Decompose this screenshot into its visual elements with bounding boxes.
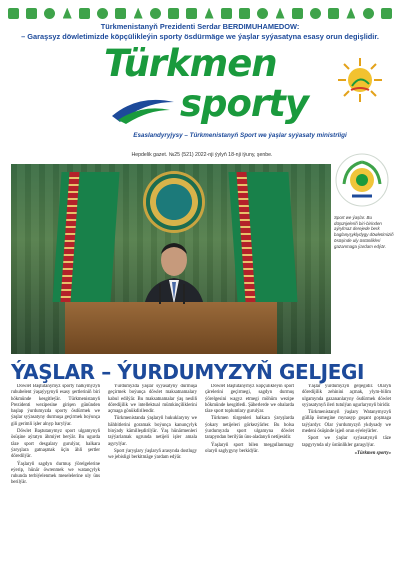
sport-pictogram-icon xyxy=(205,8,214,19)
side-caption: Sport we ýaşlar. Bu düşünjeleriň biri-birinden aýrylmaz derejede berk baglanyşyklydygy döwletimiziň ösüşinde uly üstünlikleri gazanmaga ýardam edýär. xyxy=(334,215,394,249)
masthead-title-word-1: Türkmen xyxy=(104,42,277,85)
quote-line-1: Türkmenistanyň Prezidenti Serdar BERDIMUHAMEDOW: xyxy=(100,22,300,31)
sport-pictogram-icon xyxy=(257,8,268,19)
microphone-icon xyxy=(159,284,161,304)
paragraph: Döwlet Baştutanymyz sporty halkymyzyň ruhubelent ýaşaýyşynyň esasy şertleriniň biri hökmünde kesgitleýär. Türkmenistanyň Prezidenti wezipesine girişen gününden başlap ýurdumyzda sporty ösdürmek we ýaşlar syýasatyny durmuşa geçirmek boýunça giň gerimli işler alnyp barylýar. xyxy=(11,384,100,427)
sun-emblem-icon xyxy=(336,56,384,104)
sport-pictogram-icon xyxy=(328,8,339,19)
sport-pictogram-icon xyxy=(276,8,285,19)
article-body xyxy=(11,384,391,554)
paragraph: Türkmen türgenleri halkara ýaryşlarda ýokary netijeleri görkezýärler. Bu bolsa ýurdumyzda sport ulgamyna döwlet tarapyndan berilýän üns-aladanyň netijesidir. xyxy=(205,416,294,441)
desk xyxy=(65,302,277,354)
left-flag-icon xyxy=(52,172,119,302)
sport-pictogram-icon xyxy=(363,8,374,19)
paragraph: Türkmenistanyň ýaşlary Watanymyzyň gülläp ösmegine mynasyp goşant goşmaga taýýardyr. Olar ýurdumyzyň ykdysady we medeni ösüşinde işjeň orun eýeleýärler. xyxy=(302,410,391,435)
right-flag-icon xyxy=(228,172,297,302)
article-column-3 xyxy=(205,384,294,554)
paragraph: Ýurdumyzda ýaşlar syýasatyny durmuşa geçirmek boýunça döwlet maksatnamalary kabul edilýär. Bu maksatnamalar ýaş nesliň döredijilik we intellektual mümkinçiliklerini açmaga gönükdirilendir. xyxy=(108,384,197,415)
sport-pictogram-icon xyxy=(150,8,161,19)
sport-pictogram-icon xyxy=(97,8,108,19)
sport-pictogram-icon xyxy=(292,8,303,19)
sport-pictogram-icon xyxy=(115,8,126,19)
sport-pictogram-icon xyxy=(168,8,179,19)
quote-line-2: – Garaşsyz döwletimizde köpçülikleýin sporty ösdürmäge we ýaşlar syýasatyna esasy orun degişlidir. xyxy=(21,31,379,41)
state-emblem-icon xyxy=(146,174,202,230)
paragraph: Sport ýaryşlary ýaşlaryň arasynda dostlugy we jebisligi berkitmäge ýardam edýär. xyxy=(108,448,197,461)
paragraph: Sport we ýaşlar syýasatynyň täze tapgyrynda uly üstünlikler garaşylýar. xyxy=(302,436,391,448)
article-column-2 xyxy=(108,384,197,554)
paragraph: Döwlet Baştutanymyz köpçülikleýin sport çärelerini geçirmegi, sagdyn durmuş ýörelgesini wagyz etmegi möhüm wezipe hökmünde kesgitledi. Şäherlerde we obalarda täze sport toplumlary gurulýar. xyxy=(205,384,294,415)
sport-pictogram-icon xyxy=(134,8,143,19)
paragraph: Döwlet Baştutanymyz sport ulgamynyň ösüşine aýratyn ähmiýet berýär. Bu ugurda täze sport desgalary gurulýar, halkara ýaryşlara gatnaşmak üçin ähli şertler döredilýär. xyxy=(11,429,100,460)
sport-pictogram-icon xyxy=(26,8,37,19)
article-headline: ÝAŞLAR – ÝURDUMYZYŇ GELJEGI xyxy=(11,360,365,384)
masthead-title-word-2: sporty xyxy=(180,82,308,125)
paragraph: Türkmenistanda ýaşlaryň hukuklaryny we bähbitlerini goramak boýunça kanunçylyk binýady kämilleşdirilýär. Ýaş hünärmenleri taýýarlamak ugrunda netijeli işler amala aşyrylýar. xyxy=(108,416,197,447)
issue-line: Hepdelik gazet. №25 (521) 2022-nji ýylyň 18-nji iýuny, şenbe. xyxy=(131,152,273,158)
paragraph: Ýaşlar ýurdumyzyň geljegidir. Olaryň döredijilik zehinini açmak, ylym-bilim ulgamynda gazananlaryny ösdürmek döwlet syýasatynyň ileri tutulýan ugurlarynyň biridir. xyxy=(302,384,391,408)
paragraph: Ýaşlaryň sport bilen meşgullanmagy olaryň saglygyny berkidýär. xyxy=(205,442,294,454)
sport-pictogram-icon xyxy=(79,8,90,19)
microphone-icon xyxy=(183,284,185,304)
masthead-subtitle xyxy=(108,132,372,140)
president-photo xyxy=(11,164,331,354)
paragraph: Ýaşlaryň sagdyn durmuş ýörelgelerine eýerip, hünär öwrenmek we watançylyk ruhunda terbiýelenmek meselelerine uly üns berilýär. xyxy=(11,461,100,486)
sport-pictogram-icon xyxy=(310,8,321,19)
sport-pictogram-icon xyxy=(8,8,19,19)
article-column-1 xyxy=(11,384,100,554)
sport-pictogram-icon xyxy=(221,8,232,19)
founder-line: Esaslandyryjysy – Türkmenistanyň Sport we ýaşlar syýasaty ministrligi xyxy=(133,132,347,139)
sport-pictogram-icon xyxy=(186,8,197,19)
presidential-quote xyxy=(0,22,400,41)
sport-pictogram-icon xyxy=(63,8,72,19)
sport-pictogram-icon xyxy=(381,8,392,19)
article-column-4 xyxy=(302,384,391,554)
sport-pictogram-row xyxy=(8,7,392,19)
sport-pictogram-icon xyxy=(346,8,355,19)
masthead xyxy=(96,42,311,160)
wreath-badge-icon xyxy=(334,152,390,208)
article-signature: «Türkmen sporty» xyxy=(354,450,391,456)
sport-pictogram-icon xyxy=(239,8,250,19)
sport-pictogram-icon xyxy=(44,8,55,19)
masthead-swoosh-icon xyxy=(108,90,178,126)
